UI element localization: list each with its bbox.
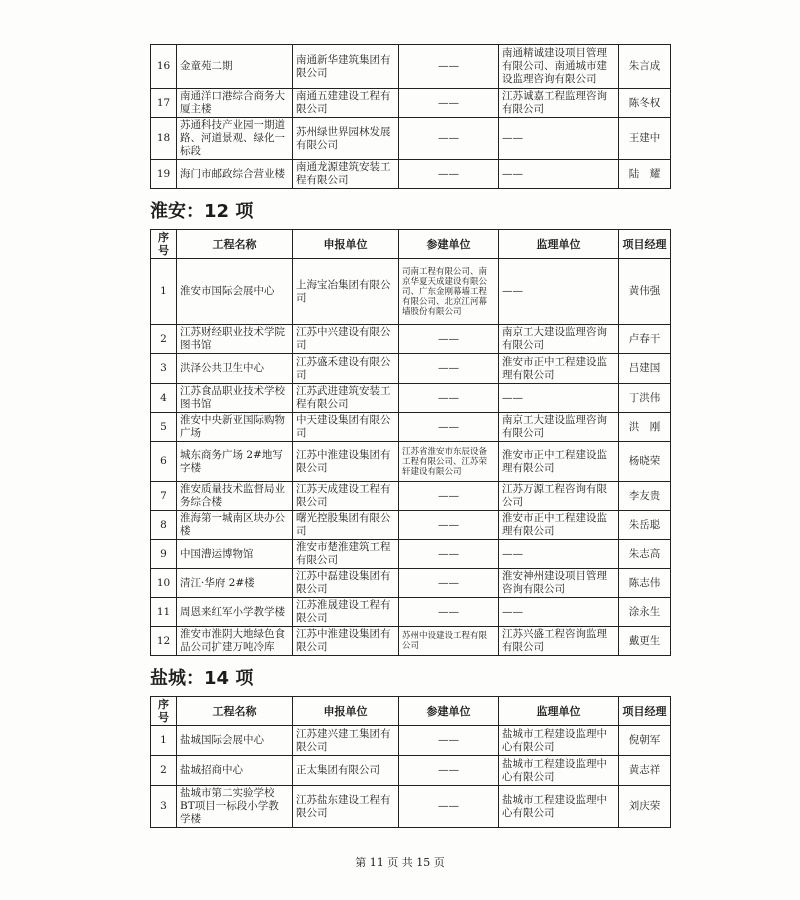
cell-no: 19 — [151, 160, 177, 189]
cell-partner: 江苏省淮安市东辰设备工程有限公司、江苏荣轩建设有限公司 — [399, 442, 499, 482]
table-row — [151, 482, 671, 511]
cell-name: 淮安中央新亚国际购物广场 — [177, 413, 293, 442]
table-row — [151, 354, 671, 384]
cell-name: 江苏食品职业技术学校图书馆 — [177, 384, 293, 413]
cell-applicant: 南通新华建筑集团有限公司 — [293, 45, 399, 89]
cell-supervisor: 淮安市正中工程建设监理有限公司 — [499, 442, 619, 482]
table-row — [151, 325, 671, 354]
header-applicant: 申报单位 — [293, 697, 399, 726]
cell-applicant: 江苏建兴建工集团有限公司 — [293, 726, 399, 756]
cell-applicant: 江苏中磊建设集团有限公司 — [293, 569, 399, 598]
section-title-huaian: 淮安：12 项 — [150, 201, 254, 222]
cell-name: 金童苑二期 — [177, 45, 293, 89]
table-row — [151, 627, 671, 656]
cell-no: 8 — [151, 511, 177, 540]
table-row — [151, 413, 671, 442]
cell-name: 盐城市第二实验学校BT项目一标段小学教学楼 — [177, 786, 293, 828]
cell-partner: —— — [399, 726, 499, 756]
cell-partner: —— — [399, 45, 499, 89]
cell-supervisor: 盐城市工程建设监理中心有限公司 — [499, 786, 619, 828]
cell-supervisor: 盐城市工程建设监理中心有限公司 — [499, 756, 619, 786]
cell-applicant: 江苏中兴建设有限公司 — [293, 325, 399, 354]
cell-supervisor: 南通精诚建设项目管理有限公司、南通城市建设监理咨询有限公司 — [499, 45, 619, 89]
cell-no: 1 — [151, 726, 177, 756]
cell-applicant: 江苏盐东建设工程有限公司 — [293, 786, 399, 828]
cell-manager: 杨晓荣 — [619, 442, 671, 482]
cell-applicant: 苏州绿世界园林发展有限公司 — [293, 118, 399, 160]
top-table-body — [151, 45, 671, 189]
cell-name: 江苏财经职业技术学院图书馆 — [177, 325, 293, 354]
cell-no: 3 — [151, 786, 177, 828]
cell-partner: —— — [399, 482, 499, 511]
huaian-table-body — [151, 259, 671, 656]
table-row — [151, 89, 671, 118]
header-manager: 项目经理 — [619, 230, 671, 259]
cell-no: 3 — [151, 354, 177, 384]
cell-partner: —— — [399, 89, 499, 118]
section-title-yancheng: 盐城：14 项 — [150, 668, 254, 689]
cell-manager: 陈志伟 — [619, 569, 671, 598]
cell-partner: —— — [399, 540, 499, 569]
cell-applicant: 南通龙源建筑安装工程有限公司 — [293, 160, 399, 189]
cell-applicant: 江苏中淮建设集团有限公司 — [293, 627, 399, 656]
cell-manager: 吕建国 — [619, 354, 671, 384]
cell-name: 海门市邮政综合营业楼 — [177, 160, 293, 189]
header-no: 序号 — [151, 697, 177, 726]
cell-no: 2 — [151, 325, 177, 354]
cell-applicant: 淮安市楚淮建筑工程有限公司 — [293, 540, 399, 569]
cell-supervisor: 盐城市工程建设监理中心有限公司 — [499, 726, 619, 756]
table-row — [151, 45, 671, 89]
cell-manager: 李友贵 — [619, 482, 671, 511]
cell-applicant: 江苏淮晟建设工程有限公司 — [293, 598, 399, 627]
table-row — [151, 726, 671, 756]
cell-no: 5 — [151, 413, 177, 442]
cell-applicant: 中天建设集团有限公司 — [293, 413, 399, 442]
table-row — [151, 442, 671, 482]
cell-no: 6 — [151, 442, 177, 482]
cell-name: 城东商务广场 2#地写字楼 — [177, 442, 293, 482]
cell-no: 7 — [151, 482, 177, 511]
cell-partner: —— — [399, 354, 499, 384]
table-row — [151, 118, 671, 160]
cell-name: 淮安市淮阴大地绿色食品公司扩建万吨冷库 — [177, 627, 293, 656]
cell-no: 18 — [151, 118, 177, 160]
cell-manager: 倪朝军 — [619, 726, 671, 756]
cell-manager: 陆 耀 — [619, 160, 671, 189]
cell-supervisor: —— — [499, 160, 619, 189]
cell-no: 17 — [151, 89, 177, 118]
cell-partner: —— — [399, 384, 499, 413]
cell-partner: —— — [399, 786, 499, 828]
cell-supervisor: —— — [499, 598, 619, 627]
header-supervisor: 监理单位 — [499, 230, 619, 259]
cell-no: 9 — [151, 540, 177, 569]
cell-supervisor: —— — [499, 384, 619, 413]
cell-name: 苏通科技产业园一期道路、河道景观、绿化一标段 — [177, 118, 293, 160]
header-manager: 项目经理 — [619, 697, 671, 726]
cell-name: 周恩来红军小学教学楼 — [177, 598, 293, 627]
table-row — [151, 160, 671, 189]
cell-name: 淮安质量技术监督局业务综合楼 — [177, 482, 293, 511]
cell-name: 淮安市国际会展中心 — [177, 259, 293, 325]
cell-manager: 戴更生 — [619, 627, 671, 656]
table-header-row — [151, 697, 671, 726]
cell-partner: —— — [399, 413, 499, 442]
cell-no: 11 — [151, 598, 177, 627]
cell-no: 10 — [151, 569, 177, 598]
cell-name: 淮海第一城南区块办公楼 — [177, 511, 293, 540]
cell-manager: 陈冬权 — [619, 89, 671, 118]
table-row — [151, 598, 671, 627]
cell-no: 1 — [151, 259, 177, 325]
cell-name: 南通洋口港综合商务大厦主楼 — [177, 89, 293, 118]
table-row — [151, 540, 671, 569]
cell-supervisor: —— — [499, 540, 619, 569]
cell-partner: —— — [399, 325, 499, 354]
header-partner: 参建单位 — [399, 230, 499, 259]
cell-manager: 卢春干 — [619, 325, 671, 354]
cell-partner: —— — [399, 598, 499, 627]
cell-supervisor: 淮安神州建设项目管理咨询有限公司 — [499, 569, 619, 598]
cell-no: 4 — [151, 384, 177, 413]
cell-manager: 朱岳聪 — [619, 511, 671, 540]
header-no: 序号 — [151, 230, 177, 259]
cell-name: 盐城国际会展中心 — [177, 726, 293, 756]
cell-supervisor: 南京工大建设监理咨询有限公司 — [499, 413, 619, 442]
cell-applicant: 江苏盛禾建设有限公司 — [293, 354, 399, 384]
cell-manager: 朱志高 — [619, 540, 671, 569]
cell-supervisor: 淮安市正中工程建设监理有限公司 — [499, 354, 619, 384]
yancheng-table-body — [151, 726, 671, 828]
table-row — [151, 569, 671, 598]
header-supervisor: 监理单位 — [499, 697, 619, 726]
cell-no: 2 — [151, 756, 177, 786]
cell-supervisor: 江苏兴盛工程咨询监理有限公司 — [499, 627, 619, 656]
cell-partner: —— — [399, 511, 499, 540]
cell-no: 12 — [151, 627, 177, 656]
cell-supervisor: —— — [499, 118, 619, 160]
table-row — [151, 384, 671, 413]
header-name: 工程名称 — [177, 697, 293, 726]
cell-name: 盐城招商中心 — [177, 756, 293, 786]
cell-supervisor: —— — [499, 259, 619, 325]
top-table — [150, 44, 671, 189]
cell-supervisor: 江苏诚嘉工程监理咨询有限公司 — [499, 89, 619, 118]
header-name: 工程名称 — [177, 230, 293, 259]
cell-partner: —— — [399, 756, 499, 786]
table-row — [151, 756, 671, 786]
cell-partner: —— — [399, 160, 499, 189]
cell-manager: 朱言成 — [619, 45, 671, 89]
cell-manager: 涂永生 — [619, 598, 671, 627]
cell-applicant: 江苏天成建设工程有限公司 — [293, 482, 399, 511]
cell-partner: 司南工程有限公司、南京华夏天成建设有限公司、广东金刚幕墙工程有限公司、北京江河幕墙股份有限公司 — [399, 259, 499, 325]
cell-name: 清江·华府 2#楼 — [177, 569, 293, 598]
cell-applicant: 江苏中淮建设集团有限公司 — [293, 442, 399, 482]
cell-no: 16 — [151, 45, 177, 89]
cell-partner: —— — [399, 569, 499, 598]
table-header-row — [151, 230, 671, 259]
cell-applicant: 上海宝冶集团有限公司 — [293, 259, 399, 325]
cell-manager: 黄伟强 — [619, 259, 671, 325]
document-page — [150, 44, 670, 828]
cell-manager: 洪 刚 — [619, 413, 671, 442]
header-partner: 参建单位 — [399, 697, 499, 726]
cell-name: 洪泽公共卫生中心 — [177, 354, 293, 384]
cell-manager: 刘庆荣 — [619, 786, 671, 828]
cell-supervisor: 南京工大建设监理咨询有限公司 — [499, 325, 619, 354]
cell-applicant: 正太集团有限公司 — [293, 756, 399, 786]
yancheng-table — [150, 696, 671, 828]
cell-supervisor: 江苏万源工程咨询有限公司 — [499, 482, 619, 511]
table-row — [151, 259, 671, 325]
cell-applicant: 江苏武进建筑安装工程有限公司 — [293, 384, 399, 413]
cell-name: 中国漕运博物馆 — [177, 540, 293, 569]
header-applicant: 申报单位 — [293, 230, 399, 259]
page-footer: 第 11 页 共 15 页 — [355, 856, 445, 869]
cell-manager: 王建中 — [619, 118, 671, 160]
table-row — [151, 511, 671, 540]
cell-applicant: 南通五建建设工程有限公司 — [293, 89, 399, 118]
cell-partner: —— — [399, 118, 499, 160]
cell-manager: 丁洪伟 — [619, 384, 671, 413]
table-row — [151, 786, 671, 828]
huaian-table — [150, 229, 671, 656]
cell-partner: 苏州中设建设工程有限公司 — [399, 627, 499, 656]
cell-applicant: 曙光控股集团有限公司 — [293, 511, 399, 540]
cell-supervisor: 淮安市正中工程建设监理有限公司 — [499, 511, 619, 540]
cell-manager: 黄志祥 — [619, 756, 671, 786]
